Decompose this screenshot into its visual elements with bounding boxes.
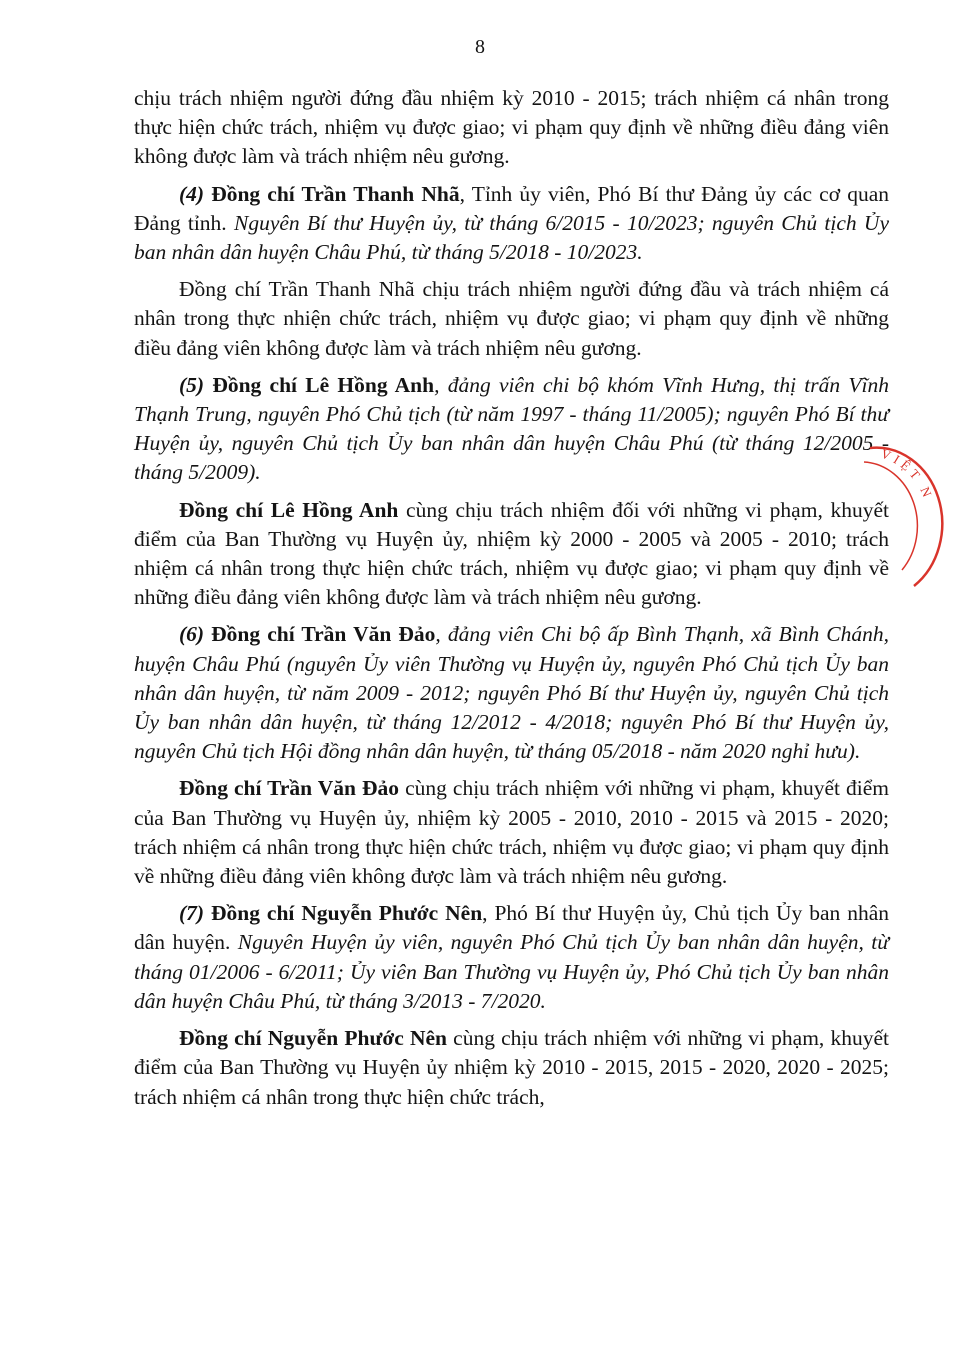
paragraph-responsibility-5 <box>134 496 889 613</box>
paragraph-text: chịu trách nhiệm người đứng đầu nhiệm kỳ 2010 - 2015; trách nhiệm cá nhân trong thực hiện chức trách, nhiệm vụ được giao; vi phạm quy định về những điều đảng viên không được làm và trách nhiệm nêu gương. <box>134 86 889 169</box>
page-number: 8 <box>475 36 485 58</box>
paragraph-text: cùng chịu trách nhiệm đối với những vi phạm, khuyết điểm của Ban Thường vụ Huyện ủy, nhiệm kỳ 2000 - 2005 và 2005 - 2010; trách nhiệm cá nhân trong thực hiện chức trách, nhiệm vụ được giao; vi phạm quy định về những điều đảng viên không được làm và trách nhiệm nêu gương. <box>134 497 889 610</box>
seal-text: VIỆT N <box>878 446 937 503</box>
paragraph-item-5 <box>134 371 889 488</box>
paragraph-text: cùng chịu trách nhiệm với những vi phạm, khuyết điểm của Ban Thường vụ Huyện ủy, nhiệm kỳ 2005 - 2010, 2010 - 2015 và 2015 - 2020; trách nhiệm cá nhân trong thực hiện chức trách, nhiệm vụ được giao; vi phạm quy định về những điều đảng viên không được làm và trách nhiệm nêu gương. <box>134 776 889 889</box>
paragraph-responsibility-4 <box>134 275 889 363</box>
history-text: Nguyên Bí thư Huyện ủy, từ tháng 6/2015 - 10/2023; nguyên Chủ tịch Ủy ban nhân dân huyện Châu Phú, từ tháng 5/2018 - 10/2023. <box>134 210 889 265</box>
item-number: (5) <box>179 372 205 397</box>
item-number: (7) <box>179 901 205 926</box>
position-text: , Phó Bí thư Huyện ủy, Chủ tịch Ủy ban nhân dân huyện. <box>134 901 889 955</box>
position-text: , Tỉnh ủy viên, Phó Bí thư Đảng ủy các cơ quan Đảng tỉnh. <box>134 181 889 235</box>
document-body <box>134 84 889 1120</box>
person-name: Đồng chí Trần Văn Đảo <box>179 776 400 801</box>
history-text: , đảng viên chi bộ khóm Vĩnh Hưng, thị trấn Vĩnh Thạnh Trung, nguyên Phó Chủ tịch (từ năm 1997 - tháng 11/2005); nguyên Phó Bí thư Huyện ủy, nguyên Chủ tịch Ủy ban nhân dân huyện Châu Phú (từ tháng 12/2005 - tháng 5/2009). <box>134 372 889 485</box>
history-text: Nguyên Huyện ủy viên, nguyên Phó Chủ tịch Ủy ban nhân dân huyện, từ tháng 01/2006 - 6/2011; Ủy viên Ban Thường vụ Huyện ủy, Phó Chủ tịch Ủy ban nhân dân huyện Châu Phú, từ tháng 3/2013 - 7/2020. <box>134 930 889 1013</box>
paragraph-text: Đồng chí Trần Thanh Nhã chịu trách nhiệm người đứng đầu và trách nhiệm cá nhân trong thực nhiện chức trách, nhiệm vụ được giao; vi phạm quy định về những điều đảng viên không được làm và trách nhiệm nêu gương. <box>134 277 889 360</box>
paragraph-item-4 <box>134 180 889 268</box>
person-name: Đồng chí Nguyễn Phước Nên <box>179 1026 447 1051</box>
paragraph-item-7 <box>134 899 889 1016</box>
person-name: Đồng chí Lê Hồng Anh <box>204 372 435 397</box>
person-name: Đồng chí Nguyễn Phước Nên <box>204 901 483 926</box>
item-number: (4) <box>179 181 205 206</box>
paragraph-text: cùng chịu trách nhiệm với những vi phạm, khuyết điểm của Ban Thường vụ Huyện ủy nhiệm kỳ 2010 - 2015, 2015 - 2020, 2020 - 2025; trách nhiệm cá nhân trong thực hiện chức trách, <box>134 1026 889 1109</box>
person-name: Đồng chí Lê Hồng Anh <box>179 497 399 522</box>
paragraph-responsibility-7 <box>134 1024 889 1112</box>
person-name: Đồng chí Trần Văn Đảo <box>204 622 436 647</box>
paragraph-item-6 <box>134 620 889 766</box>
history-text: , đảng viên Chi bộ ấp Bình Thạnh, xã Bình Chánh, huyện Châu Phú (nguyên Ủy viên Thường vụ Huyện ủy, nguyên Phó Chủ tịch Ủy ban nhân dân huyện, từ năm 2009 - 2012; nguyên Phó Bí thư Huyện ủy, nguyên Chủ tịch Ủy ban nhân dân huyện, từ tháng 12/2012 - 4/2018; nguyên Phó Bí thư Huyện ủy, nguyên Chủ tịch Hội đồng nhân dân huyện, từ tháng 05/2018 - năm 2020 nghỉ hưu). <box>134 622 889 764</box>
paragraph-responsibility-6 <box>134 774 889 891</box>
item-number: (6) <box>179 622 205 647</box>
person-name: Đồng chí Trần Thanh Nhã <box>204 181 460 206</box>
paragraph-continuation <box>134 84 889 172</box>
